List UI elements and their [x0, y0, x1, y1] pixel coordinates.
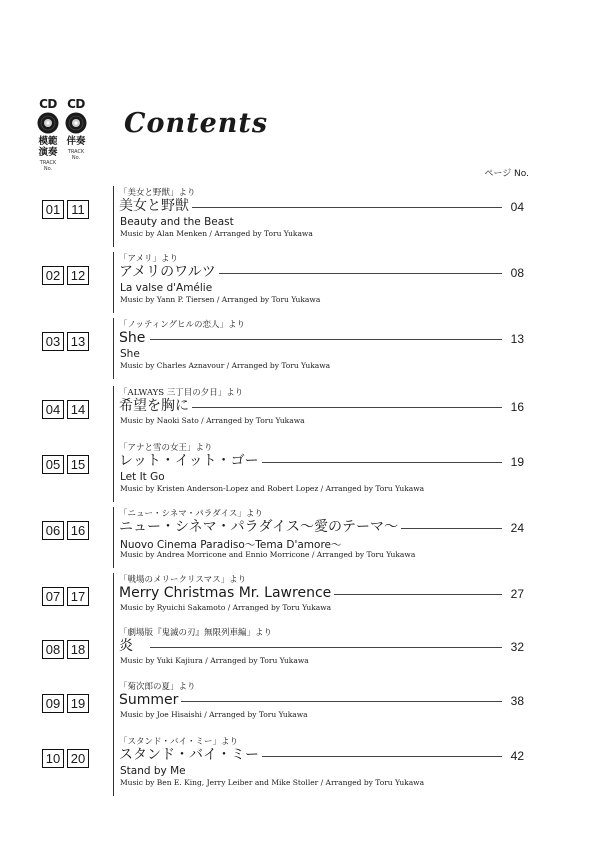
accomp-track-number: 16 [67, 521, 89, 540]
track-no-label: TRACK No. [67, 149, 85, 161]
demo-track-number: 03 [42, 332, 64, 351]
demo-track-number: 02 [42, 266, 64, 285]
contents-entry[interactable] [0, 507, 606, 569]
demo-track-number: 09 [42, 694, 64, 713]
contents-entry[interactable] [0, 318, 606, 380]
divider [113, 680, 114, 741]
accomp-track-number: 15 [67, 455, 89, 474]
contents-entry[interactable] [0, 680, 606, 742]
source-label: 「スタンド・バイ・ミー」より [119, 737, 239, 747]
cd-disc-icon [37, 112, 59, 134]
song-subtitle: La valse d'Amélie [120, 282, 213, 294]
contents-entry[interactable] [0, 735, 606, 797]
credit-line: Music by Charles Aznavour / Arranged by Toru Yukawa [120, 361, 331, 370]
cd-demo-column [36, 98, 60, 172]
source-label: 「美女と野獣」より [119, 188, 196, 198]
song-title[interactable]: 美女と野獣 [119, 198, 192, 214]
demo-track-number: 01 [42, 200, 64, 219]
page-number: 16 [510, 400, 524, 414]
demo-track-number: 10 [42, 749, 64, 768]
song-title[interactable]: レット・イット・ゴー [119, 453, 262, 469]
song-title[interactable]: 希望を胸に [119, 398, 192, 414]
page-title: Contents [124, 108, 269, 139]
song-subtitle: Let It Go [120, 471, 165, 483]
contents-entry[interactable] [0, 441, 606, 503]
leader-line [150, 207, 502, 208]
accomp-track-number: 14 [67, 400, 89, 419]
accomp-track-number: 11 [67, 200, 89, 219]
accomp-track-number: 12 [67, 266, 89, 285]
divider [113, 441, 114, 502]
credit-line: Music by Alan Menken / Arranged by Toru Yukawa [120, 229, 313, 238]
page-number: 08 [510, 266, 524, 280]
contents-entry[interactable] [0, 386, 606, 448]
page-number: 04 [510, 200, 524, 214]
divider [113, 507, 114, 568]
contents-entry[interactable] [0, 252, 606, 314]
cd-accomp-column [64, 98, 88, 161]
credit-line: Music by Yann P. Tiersen / Arranged by Toru Yukawa [120, 295, 321, 304]
source-label: 「ノッティングヒルの恋人」より [119, 320, 246, 330]
credit-line: Music by Naoki Sato / Arranged by Toru Yukawa [120, 416, 305, 425]
cd-role-label: 模範演奏 [38, 136, 58, 158]
credit-line: Music by Andrea Morricone and Ennio Morricone / Arranged by Toru Yukawa [120, 550, 416, 559]
leader-line [150, 339, 502, 340]
credit-line: Music by Ryuichi Sakamoto / Arranged by Toru Yukawa [120, 603, 332, 612]
cd-disc-icon [65, 112, 87, 134]
contents-entry[interactable] [0, 186, 606, 248]
divider [113, 735, 114, 796]
divider [113, 186, 114, 247]
source-label: 「アナと雪の女王」より [119, 443, 213, 453]
page-number: 38 [510, 694, 524, 708]
song-title[interactable]: ニュー・シネマ・パラダイス〜愛のテーマ〜 [119, 519, 401, 535]
page-number: 42 [510, 749, 524, 763]
cd-label: CD [39, 97, 57, 111]
song-subtitle: Beauty and the Beast [120, 216, 234, 228]
contents-entry[interactable] [0, 626, 606, 688]
accomp-track-number: 13 [67, 332, 89, 351]
source-label: 「戦場のメリークリスマス」より [119, 575, 247, 585]
accomp-track-number: 17 [67, 587, 89, 606]
track-no-label: TRACK No. [39, 160, 57, 172]
demo-track-number: 04 [42, 400, 64, 419]
credit-line: Music by Ben E. King, Jerry Leiber and Mike Stoller / Arranged by Toru Yukawa [120, 778, 425, 787]
song-title[interactable]: スタンド・バイ・ミー [119, 747, 262, 763]
divider [113, 252, 114, 313]
accomp-track-number: 18 [67, 640, 89, 659]
cd-label: CD [67, 97, 85, 111]
song-subtitle: She [120, 348, 140, 360]
cd-role-label: 伴奏 [66, 136, 86, 147]
source-label: 「アメリ」より [119, 254, 178, 264]
demo-track-number: 05 [42, 455, 64, 474]
divider [113, 318, 114, 379]
credit-line: Music by Kristen Anderson-Lopez and Robert Lopez / Arranged by Toru Yukawa [120, 484, 425, 493]
leader-line [150, 407, 502, 408]
credit-line: Music by Yuki Kajiura / Arranged by Toru Yukawa [120, 656, 309, 665]
page-number: 32 [510, 640, 524, 654]
source-label: 「ALWAYS 三丁目の夕日」より [119, 388, 244, 398]
source-label: 「劇場版『鬼滅の刃』無限列車編」より [119, 628, 273, 638]
source-label: 「菊次郎の夏」より [119, 682, 196, 692]
accomp-track-number: 20 [67, 749, 89, 768]
accomp-track-number: 19 [67, 694, 89, 713]
divider [113, 626, 114, 687]
page-number: 24 [510, 521, 524, 535]
song-subtitle: Stand by Me [120, 765, 186, 777]
song-title[interactable]: She [119, 330, 148, 346]
song-title[interactable]: Merry Christmas Mr. Lawrence [119, 585, 334, 601]
leader-line [150, 647, 502, 648]
demo-track-number: 07 [42, 587, 64, 606]
page-number: 27 [510, 587, 524, 601]
song-subtitle: Nuovo Cinema Paradiso〜Tema D'amore〜 [120, 539, 342, 551]
leader-line [150, 701, 502, 702]
divider [113, 386, 114, 447]
source-label: 「ニュー・シネマ・パラダイス」より [119, 509, 263, 519]
page-number-label: ページ No. [484, 169, 529, 179]
song-title[interactable]: 炎 [119, 638, 136, 654]
divider [113, 573, 114, 634]
song-title[interactable]: アメリのワルツ [119, 264, 219, 280]
demo-track-number: 08 [42, 640, 64, 659]
page-number: 13 [510, 332, 524, 346]
page-number: 19 [510, 455, 524, 469]
demo-track-number: 06 [42, 521, 64, 540]
credit-line: Music by Joe Hisaishi / Arranged by Toru Yukawa [120, 710, 308, 719]
song-title[interactable]: Summer [119, 692, 181, 708]
